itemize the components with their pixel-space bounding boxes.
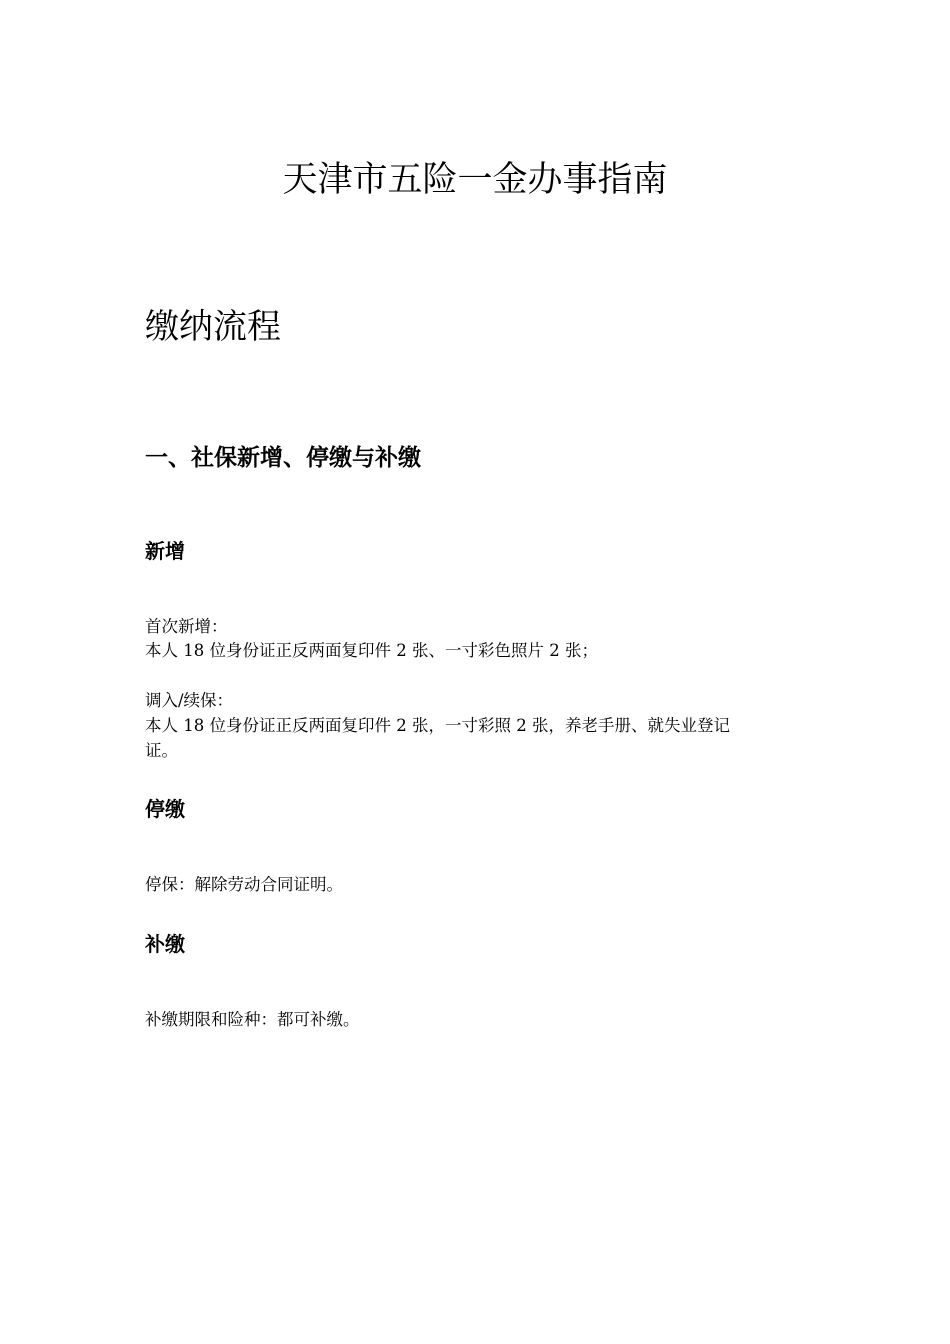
first-enrollment-text: 本人 18 位身份证正反两面复印件 2 张、一寸彩色照片 2 张；	[145, 641, 598, 660]
transfer-label: 调入/续保：	[145, 691, 234, 710]
transfer-text-line1: 本人 18 位身份证正反两面复印件 2 张，一寸彩照 2 张，养老手册、就失业登记	[145, 716, 730, 735]
first-enrollment-label: 首次新增：	[145, 617, 228, 636]
subsection-heading-social-insurance: 一、社保新增、停缴与补缴	[145, 445, 421, 471]
supplementary-payment-text: 补缴期限和险种：都可补缴。	[145, 1010, 360, 1029]
section-heading-payment-process: 缴纳流程	[145, 307, 281, 347]
heading-supplementary-payment: 补缴	[145, 932, 185, 956]
stop-payment-text: 停保：解除劳动合同证明。	[145, 875, 343, 894]
document-title: 天津市五险一金办事指南	[282, 160, 668, 200]
heading-stop-payment: 停缴	[145, 797, 185, 821]
heading-new-enrollment: 新增	[145, 539, 185, 563]
transfer-text-line2: 证。	[145, 741, 178, 760]
